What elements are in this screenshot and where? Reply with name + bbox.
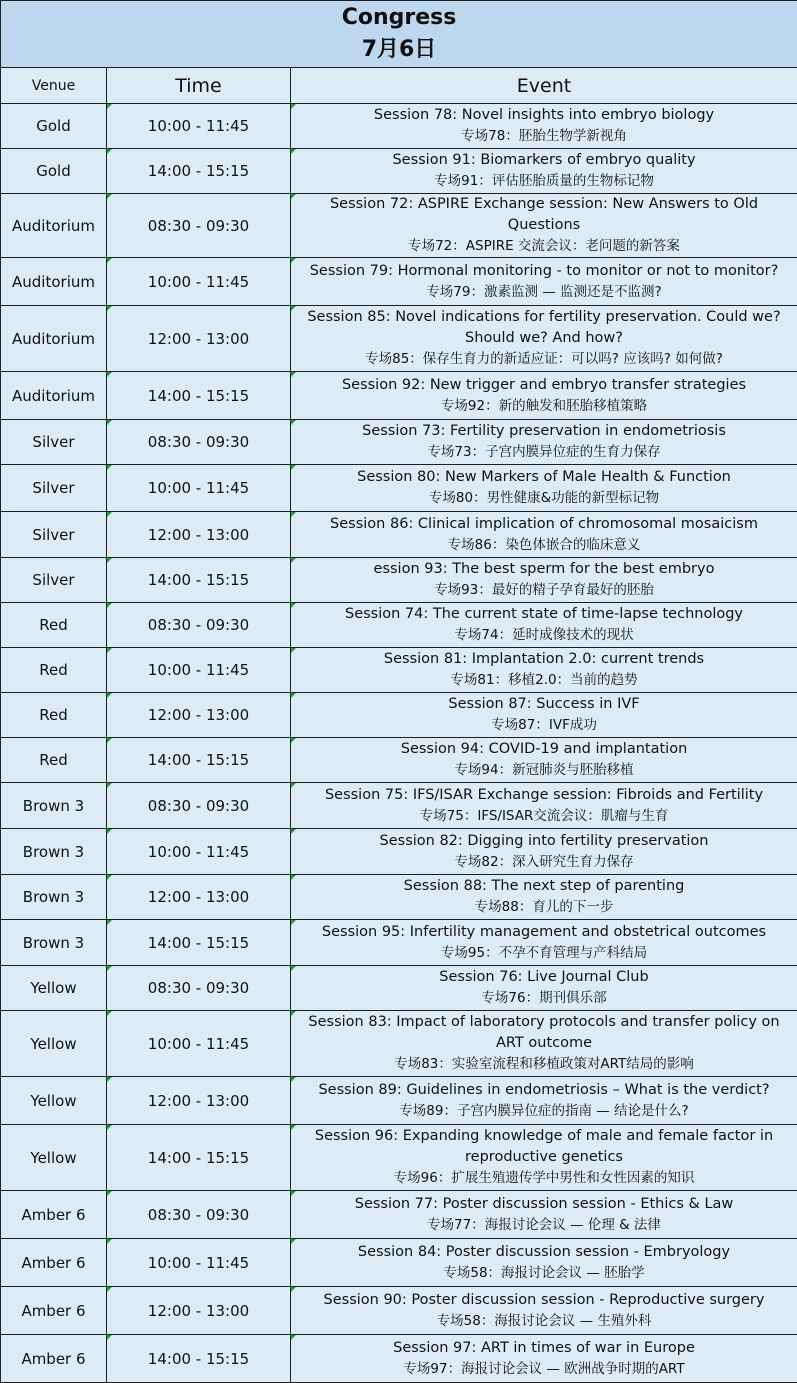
event-cell [291, 1335, 797, 1383]
event-cell [291, 875, 797, 920]
event-title-en: Session 81: Implantation 2.0: current trends [293, 649, 795, 670]
table-row [1, 738, 797, 783]
event-cell [291, 512, 797, 558]
event-title-cn: 专场94：新冠肺炎与胚胎移植 [293, 760, 795, 781]
table-row [1, 1191, 797, 1239]
event-title-en: Session 72: ASPIRE Exchange session: New Answers to Old Questions [293, 194, 795, 236]
event-title-cn: 专场93：最好的精子孕育最好的胚胎 [293, 580, 795, 601]
event-cell [291, 1011, 797, 1077]
event-cell [291, 306, 797, 372]
time-cell: 12:00 - 13:00 [107, 693, 291, 738]
venue-cell: Auditorium [1, 258, 107, 306]
event-cell [291, 1287, 797, 1335]
event-cell [291, 372, 797, 420]
event-title-cn: 专场78：胚胎生物学新视角 [293, 126, 795, 147]
header-venue: Venue [1, 68, 107, 104]
venue-cell: Silver [1, 512, 107, 558]
event-title-cn: 专场77：海报讨论会议 — 伦理 & 法律 [293, 1215, 795, 1236]
time-cell: 14:00 - 15:15 [107, 1335, 291, 1383]
time-cell: 08:30 - 09:30 [107, 420, 291, 465]
event-cell [291, 258, 797, 306]
time-cell: 08:30 - 09:30 [107, 966, 291, 1011]
time-cell: 12:00 - 13:00 [107, 306, 291, 372]
time-cell: 10:00 - 11:45 [107, 465, 291, 512]
event-title-en: Session 90: Poster discussion session - Reproductive surgery [293, 1290, 795, 1311]
event-title-en: Session 91: Biomarkers of embryo quality [293, 150, 795, 171]
table-row [1, 966, 797, 1011]
time-cell: 10:00 - 11:45 [107, 104, 291, 149]
venue-cell: Auditorium [1, 194, 107, 258]
event-cell [291, 1125, 797, 1191]
table-row [1, 558, 797, 603]
table-row [1, 1239, 797, 1287]
event-cell [291, 966, 797, 1011]
event-title-cn: 专场58：海报讨论会议 — 胚胎学 [293, 1263, 795, 1284]
table-row [1, 875, 797, 920]
time-cell: 14:00 - 15:15 [107, 738, 291, 783]
table-row [1, 372, 797, 420]
time-cell: 10:00 - 11:45 [107, 1011, 291, 1077]
venue-cell: Silver [1, 420, 107, 465]
event-title-en: Session 82: Digging into fertility preservation [293, 831, 795, 852]
time-cell: 10:00 - 11:45 [107, 1239, 291, 1287]
event-title-en: Session 94: COVID-19 and implantation [293, 739, 795, 760]
venue-cell: Silver [1, 465, 107, 512]
event-cell [291, 603, 797, 648]
event-cell [291, 1239, 797, 1287]
time-cell: 08:30 - 09:30 [107, 783, 291, 829]
event-title-cn: 专场97：海报讨论会议 — 欧洲战争时期的ART [293, 1359, 795, 1380]
venue-cell: Brown 3 [1, 829, 107, 875]
time-cell: 14:00 - 15:15 [107, 920, 291, 966]
event-title-cn: 专场86：染色体嵌合的临床意义 [293, 535, 795, 556]
venue-cell: Gold [1, 149, 107, 194]
event-title-cn: 专场89：子宫内膜异位症的指南 — 结论是什么? [293, 1101, 795, 1122]
event-title-en: Session 85: Novel indications for fertility preservation. Could we? Should we? And how? [293, 307, 795, 349]
table-row [1, 306, 797, 372]
title-row [1, 1, 797, 68]
event-title-en: Session 79: Hormonal monitoring - to monitor or not to monitor? [293, 261, 795, 282]
venue-cell: Silver [1, 558, 107, 603]
venue-cell: Amber 6 [1, 1239, 107, 1287]
event-title-cn: 专场88：育儿的下一步 [293, 897, 795, 918]
event-title-cn: 专场73：子宫内膜异位症的生育力保存 [293, 442, 795, 463]
title-line-2: 7月6日 [3, 34, 795, 66]
table-row [1, 420, 797, 465]
table-row [1, 1287, 797, 1335]
venue-cell: Brown 3 [1, 875, 107, 920]
table-row [1, 783, 797, 829]
event-cell [291, 558, 797, 603]
table-row [1, 194, 797, 258]
time-cell: 14:00 - 15:15 [107, 372, 291, 420]
time-cell: 10:00 - 11:45 [107, 829, 291, 875]
event-cell [291, 420, 797, 465]
venue-cell: Amber 6 [1, 1335, 107, 1383]
event-title-en: Session 75: IFS/ISAR Exchange session: Fibroids and Fertility [293, 785, 795, 806]
table-row [1, 1125, 797, 1191]
event-title-cn: 专场79：激素监测 — 监测还是不监测? [293, 282, 795, 303]
event-title-en: Session 89: Guidelines in endometriosis – What is the verdict? [293, 1080, 795, 1101]
venue-cell: Auditorium [1, 372, 107, 420]
venue-cell: Red [1, 603, 107, 648]
time-cell: 10:00 - 11:45 [107, 258, 291, 306]
event-title-cn: 专场95：不孕不育管理与产科结局 [293, 943, 795, 964]
event-cell [291, 149, 797, 194]
event-title-en: Session 80: New Markers of Male Health & Function [293, 467, 795, 488]
event-cell [291, 194, 797, 258]
event-title-cn: 专场75：IFS/ISAR交流会议：肌瘤与生育 [293, 806, 795, 827]
event-title-cn: 专场72：ASPIRE 交流会议：老问题的新答案 [293, 236, 795, 257]
event-title-cn: 专场80：男性健康&功能的新型标记物 [293, 488, 795, 509]
table-row [1, 1077, 797, 1125]
event-title-en: Session 97: ART in times of war in Europe [293, 1338, 795, 1359]
table-row [1, 829, 797, 875]
header-time: Time [107, 68, 291, 104]
event-title-cn: 专场91：评估胚胎质量的生物标记物 [293, 171, 795, 192]
event-cell [291, 738, 797, 783]
table-row [1, 648, 797, 693]
event-cell [291, 1077, 797, 1125]
event-title-en: Session 95: Infertility management and obstetrical outcomes [293, 922, 795, 943]
venue-cell: Yellow [1, 1011, 107, 1077]
event-cell [291, 920, 797, 966]
table-row [1, 104, 797, 149]
venue-cell: Auditorium [1, 306, 107, 372]
table-row [1, 258, 797, 306]
venue-cell: Amber 6 [1, 1191, 107, 1239]
time-cell: 08:30 - 09:30 [107, 603, 291, 648]
event-title-en: ession 93: The best sperm for the best embryo [293, 559, 795, 580]
venue-cell: Yellow [1, 966, 107, 1011]
event-title-cn: 专场74：延时成像技术的现状 [293, 625, 795, 646]
venue-cell: Brown 3 [1, 920, 107, 966]
venue-cell: Yellow [1, 1077, 107, 1125]
event-title-en: Session 84: Poster discussion session - Embryology [293, 1242, 795, 1263]
event-title-en: Session 92: New trigger and embryo transfer strategies [293, 375, 795, 396]
event-cell [291, 1191, 797, 1239]
venue-cell: Red [1, 648, 107, 693]
time-cell: 14:00 - 15:15 [107, 1125, 291, 1191]
event-title-en: Session 88: The next step of parenting [293, 876, 795, 897]
time-cell: 14:00 - 15:15 [107, 149, 291, 194]
event-title-cn: 专场76：期刊俱乐部 [293, 988, 795, 1009]
venue-cell: Brown 3 [1, 783, 107, 829]
title-line-1: Congress [3, 2, 795, 34]
time-cell: 14:00 - 15:15 [107, 558, 291, 603]
event-cell [291, 648, 797, 693]
table-row [1, 1335, 797, 1383]
event-title-en: Session 86: Clinical implication of chromosomal mosaicism [293, 514, 795, 535]
event-title-en: Session 87: Success in IVF [293, 694, 795, 715]
event-cell [291, 693, 797, 738]
time-cell: 12:00 - 13:00 [107, 512, 291, 558]
table-row [1, 693, 797, 738]
table-row [1, 603, 797, 648]
event-title-cn: 专场81：移植2.0：当前的趋势 [293, 670, 795, 691]
event-cell [291, 783, 797, 829]
table-row [1, 512, 797, 558]
event-title-en: Session 76: Live Journal Club [293, 967, 795, 988]
table-row [1, 465, 797, 512]
schedule-body [1, 104, 797, 1383]
venue-cell: Yellow [1, 1125, 107, 1191]
table-row [1, 920, 797, 966]
header-event: Event [291, 68, 797, 104]
time-cell: 12:00 - 13:00 [107, 1287, 291, 1335]
event-title-en: Session 77: Poster discussion session - Ethics & Law [293, 1194, 795, 1215]
event-title-en: Session 96: Expanding knowledge of male and female factor in reproductive genetics [293, 1126, 795, 1168]
venue-cell: Red [1, 693, 107, 738]
venue-cell: Red [1, 738, 107, 783]
title-cell [1, 1, 797, 68]
venue-cell: Gold [1, 104, 107, 149]
table-row [1, 149, 797, 194]
event-title-en: Session 74: The current state of time-lapse technology [293, 604, 795, 625]
time-cell: 12:00 - 13:00 [107, 875, 291, 920]
event-title-cn: 专场87：IVF成功 [293, 715, 795, 736]
event-cell [291, 465, 797, 512]
event-title-cn: 专场92：新的触发和胚胎移植策略 [293, 396, 795, 417]
event-title-en: Session 73: Fertility preservation in endometriosis [293, 421, 795, 442]
time-cell: 08:30 - 09:30 [107, 1191, 291, 1239]
event-title-cn: 专场82：深入研究生育力保存 [293, 852, 795, 873]
event-cell [291, 104, 797, 149]
event-title-en: Session 78: Novel insights into embryo biology [293, 105, 795, 126]
table-row [1, 1011, 797, 1077]
event-title-cn: 专场85：保存生育力的新适应证：可以吗? 应该吗? 如何做? [293, 349, 795, 370]
event-title-cn: 专场96：扩展生殖遗传学中男性和女性因素的知识 [293, 1168, 795, 1189]
time-cell: 10:00 - 11:45 [107, 648, 291, 693]
event-title-cn: 专场83：实验室流程和移植政策对ART结局的影响 [293, 1054, 795, 1075]
event-cell [291, 829, 797, 875]
venue-cell: Amber 6 [1, 1287, 107, 1335]
time-cell: 12:00 - 13:00 [107, 1077, 291, 1125]
header-row [1, 68, 797, 104]
event-title-en: Session 83: Impact of laboratory protocols and transfer policy on ART outcome [293, 1012, 795, 1054]
event-title-cn: 专场58：海报讨论会议 — 生殖外科 [293, 1311, 795, 1332]
time-cell: 08:30 - 09:30 [107, 194, 291, 258]
